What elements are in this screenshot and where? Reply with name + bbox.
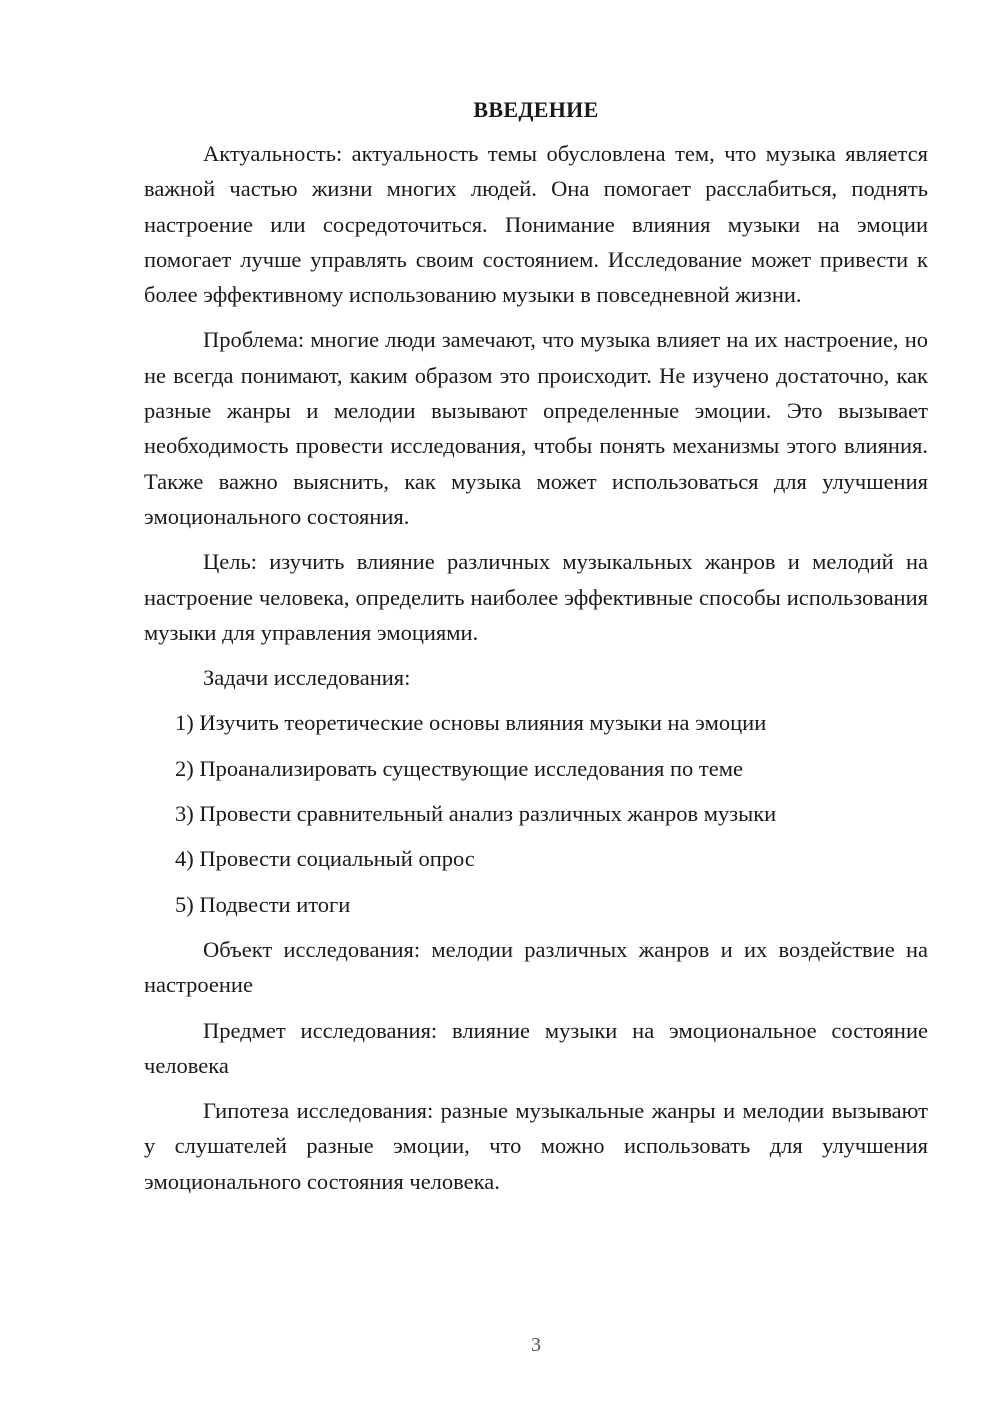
- paragraph-problem: Проблема: многие люди замечают, что музыка влияет на их настроение, но не всегда понимают, каким образом это происходит. Не изучено достаточно, как разные жанры и мелодии вызывают определенные эмоции. Это вызывает необходимость провести исследования, чтобы понять механизмы этого влияния. Также важно выяснить, как музыка может использоваться для улучшения эмоционального состояния.: [144, 327, 928, 529]
- paragraph-goal: Цель: изучить влияние различных музыкальных жанров и мелодий на настроение человека, определить наиболее эффективные способы использования музыки для управления эмоциями.: [144, 549, 928, 645]
- list-item: 3) Провести сравнительный анализ различных жанров музыки: [175, 801, 777, 827]
- paragraph-tasks-intro: Задачи исследования:: [203, 665, 411, 691]
- paragraph-subject: Предмет исследования: влияние музыки на эмоциональное состояние человека: [144, 1017, 928, 1078]
- tasks-list: [144, 705, 928, 921]
- paragraph-object: Объект исследования: мелодии различных жанров и их воздействие на настроение: [144, 936, 928, 998]
- list-item: 4) Провести социальный опрос: [175, 846, 475, 872]
- paragraph-hypothesis: Гипотеза исследования: разные музыкальные жанры и мелодии вызывают у слушателей разные эмоции, что можно использовать для улучшения эмоционального состояния человека.: [144, 1098, 928, 1194]
- list-item: 5) Подвести итоги: [175, 891, 351, 917]
- list-item: 1) Изучить теоретические основы влияния музыки на эмоции: [175, 710, 767, 736]
- document-page: [144, 94, 928, 1209]
- page-number: 3: [531, 1334, 541, 1356]
- paragraph-relevance: Актуальность: актуальность темы обусловлена тем, что музыка является важной частью жизни многих людей. Она помогает расслабиться, поднять настроение или сосредоточиться. Понимание влияния музыки на эмоции помогает лучше управлять своим состоянием. Исследование может привести к более эффективному использованию музыки в повседневной жизни.: [144, 141, 928, 308]
- list-item: 2) Проанализировать существующие исследования по теме: [175, 755, 743, 781]
- section-heading: ВВЕДЕНИЕ: [473, 97, 599, 122]
